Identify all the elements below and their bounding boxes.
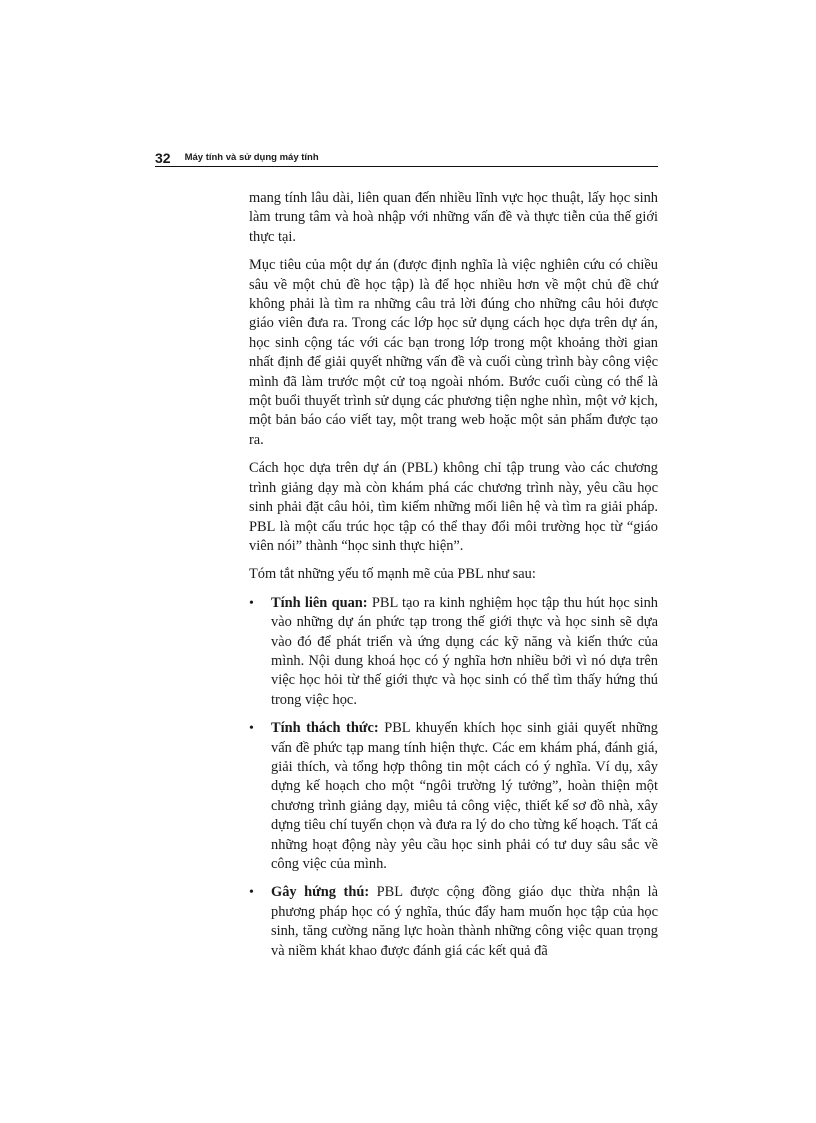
- paragraph: Cách học dựa trên dự án (PBL) không chỉ tập trung vào các chương trình giảng dạy mà còn khám phá các chương trình này, yêu cầu học sinh phải đặt câu hỏi, tìm kiếm những mối liên hệ và tìm ra giải pháp. PBL là một cấu trúc học tập có thể thay đổi môi trường học từ “giáo viên nói” thành “học sinh thực hiện”.: [249, 460, 658, 554]
- bullet-icon: •: [249, 595, 254, 611]
- paragraph: Tóm tắt những yếu tố mạnh mẽ của PBL như sau:: [249, 566, 536, 583]
- bullet-item: [249, 883, 658, 961]
- bullet-term: Tính liên quan:: [271, 594, 368, 611]
- paragraph: Mục tiêu của một dự án (được định nghĩa là việc nghiên cứu có chiều sâu về một chủ đề học tập) là để học nhiều hơn về một chủ đề chứ không phải là tìm ra những câu trả lời đúng cho những câu hỏi được giáo viên đưa ra. Trong các lớp học sử dụng cách học dựa trên dự án, học sinh cộng tác với các bạn trong lớp trong một khoảng thời gian nhất định để giải quyết những vấn đề và cuối cùng trình bày công việc mình đã làm trước một cử toạ ngoài nhóm. Bước cuối cùng có thể là một buổi thuyết trình sử dụng các phương tiện nghe nhìn, một vở kịch, một bản báo cáo viết tay, một trang web hoặc một sản phẩm được tạo ra.: [249, 257, 658, 448]
- bullet-text: PBL tạo ra kinh nghiệm học tập thu hút học sinh vào những dự án phức tạp trong thế giới thực và học sinh sẽ dựa vào đó để phát triển và ứng dụng các kỹ năng và kiến thức của mình. Nội dung khoá học có ý nghĩa hơn nhiều bởi vì nó dựa trên việc học hỏi từ thế giới thực và học sinh có thể tìm thấy hứng thú trong việc học.: [271, 594, 658, 708]
- paragraph: mang tính lâu dài, liên quan đến nhiều lĩnh vực học thuật, lấy học sinh làm trung tâm và hoà nhập với những vấn đề và thực tiễn của thế giới thực tại.: [249, 190, 658, 245]
- running-title: Máy tính và sử dụng máy tính: [184, 152, 319, 163]
- bullet-term: Tính thách thức:: [271, 720, 379, 737]
- bullet-list: [249, 594, 658, 961]
- bullet-text: PBL khuyến khích học sinh giải quyết những vấn đề phức tạp mang tính hiện thực. Các em khám phá, đánh giá, giải thích, và tổng hợp thông tin một cách có ý nghĩa. Ví dụ, xây dựng kế hoạch cho một “ngôi trường lý tưởng”, hoàn thiện một chương trình giảng dạy, miêu tả công việc, thiết kế sơ đồ nhà, xây dựng tiêu chí tuyển chọn và đưa ra lý do cho từng kế hoạch. Tất cả những hoạt động này yêu cầu học sinh phải có tư duy sâu sắc về công việc của mình.: [271, 720, 659, 872]
- bullet-item: [249, 719, 658, 874]
- page-number: 32: [155, 150, 171, 166]
- bullet-icon: •: [249, 721, 254, 737]
- bullet-text: PBL được cộng đồng giáo dục thừa nhận là phương pháp học có ý nghĩa, thúc đẩy ham muốn học tập của học sinh, tăng cường năng lực hoàn thành những công việc quan trọng và niềm khát khao được đánh giá các kết quả đã: [271, 884, 658, 959]
- bullet-term: Gây hứng thú:: [271, 884, 370, 901]
- page-header: [155, 148, 658, 167]
- body-text: [249, 189, 658, 970]
- bullet-icon: •: [249, 885, 254, 901]
- bullet-item: [249, 594, 658, 710]
